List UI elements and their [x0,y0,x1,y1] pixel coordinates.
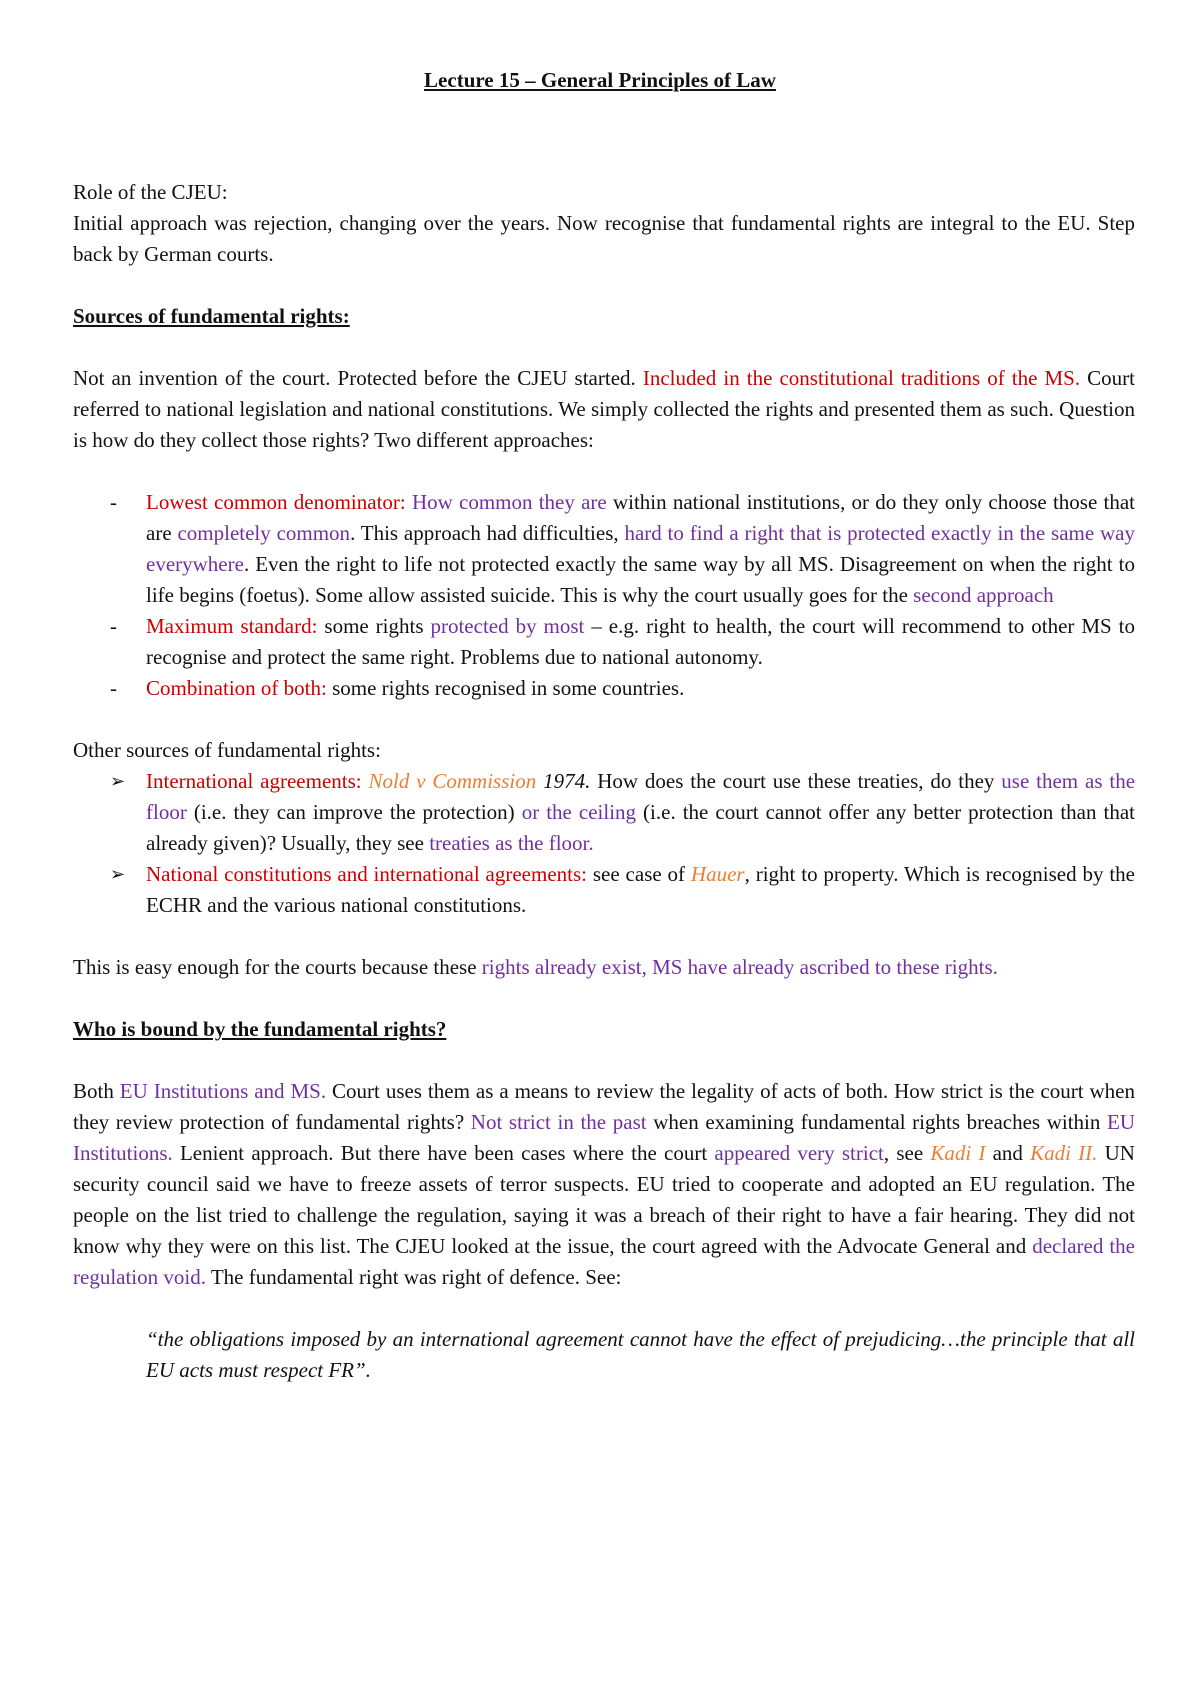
other-sources-list [73,766,1135,921]
role-heading: Role of the CJEU: [73,180,228,204]
role-paragraph: Initial approach was rejection, changing over the years. Now recognise that fundamental rights are integral to the EU. Step back by German courts. [73,211,1135,266]
approaches-list [73,487,1135,704]
list-item: - Combination of both: some rights recognised in some countries. [110,676,685,700]
list-item: - Maximum standard: some rights protected by most – e.g. right to health, the court will recommend to other MS to recognise and protect the same right. Problems due to national autonomy. [110,614,1135,669]
bound-heading: Who is bound by the fundamental rights? [73,1017,447,1041]
block-quote: “the obligations imposed by an international agreement cannot have the effect of prejudicing…the principle that all EU acts must respect FR”. [146,1327,1135,1382]
arrow-bullet-icon: ➢ [110,771,126,792]
list-item: ➢ National constitutions and international agreements: see case of Hauer, right to property. Which is recognised by the ECHR and the various national constitutions. [73,859,1135,921]
sources-heading: Sources of fundamental rights: [73,304,350,328]
list-item: - Lowest common denominator: How common they are within national institutions, or do they only choose those that are completely common. This approach had difficulties, hard to find a right that is protected exactly in the same way everywhere. Even the right to life not protected exactly the same way by all MS. Disagreement on when the right to life begins (foetus). Some allow assisted suicide. This is why the court usually goes for the second approach [110,490,1135,607]
page-title: Lecture 15 – General Principles of Law [424,68,776,92]
bound-paragraph: Both EU Institutions and MS. Court uses them as a means to review the legality of acts of both. How strict is the court when they review protection of fundamental rights? Not strict in the past when examining fundamental rights breaches within EU Institutions. Lenient approach. But there have been cases where the court appeared very strict, see Kadi I and Kadi II. UN security council said we have to freeze assets of terror suspects. EU tried to cooperate and adopted an EU regulation. The people on the list tried to challenge the regulation, saying it was a breach of their right to have a fair hearing. They did not know why they were on this list. The CJEU looked at the issue, the court agreed with the Advocate General and declared the regulation void. The fundamental right was right of defence. See: [73,1079,1135,1289]
list-item: ➢ International agreements: Nold v Commission 1974. How does the court use these treaties, do they use them as the floor (i.e. they can improve the protection) or the ceiling (i.e. the court cannot offer any better protection than that already given)? Usually, they see treaties as the floor. [73,766,1135,859]
easy-paragraph: This is easy enough for the courts because these rights already exist, MS have already ascribed to these rights. [73,955,998,979]
arrow-bullet-icon: ➢ [110,864,126,885]
document-body [73,177,1135,1386]
other-sources-heading: Other sources of fundamental rights: [73,738,381,762]
sources-paragraph: Not an invention of the court. Protected before the CJEU started. Included in the constitutional traditions of the MS. Court referred to national legislation and national constitutions. We simply collected the rights and presented them as such. Question is how do they collect those rights? Two different approaches: [73,366,1135,452]
